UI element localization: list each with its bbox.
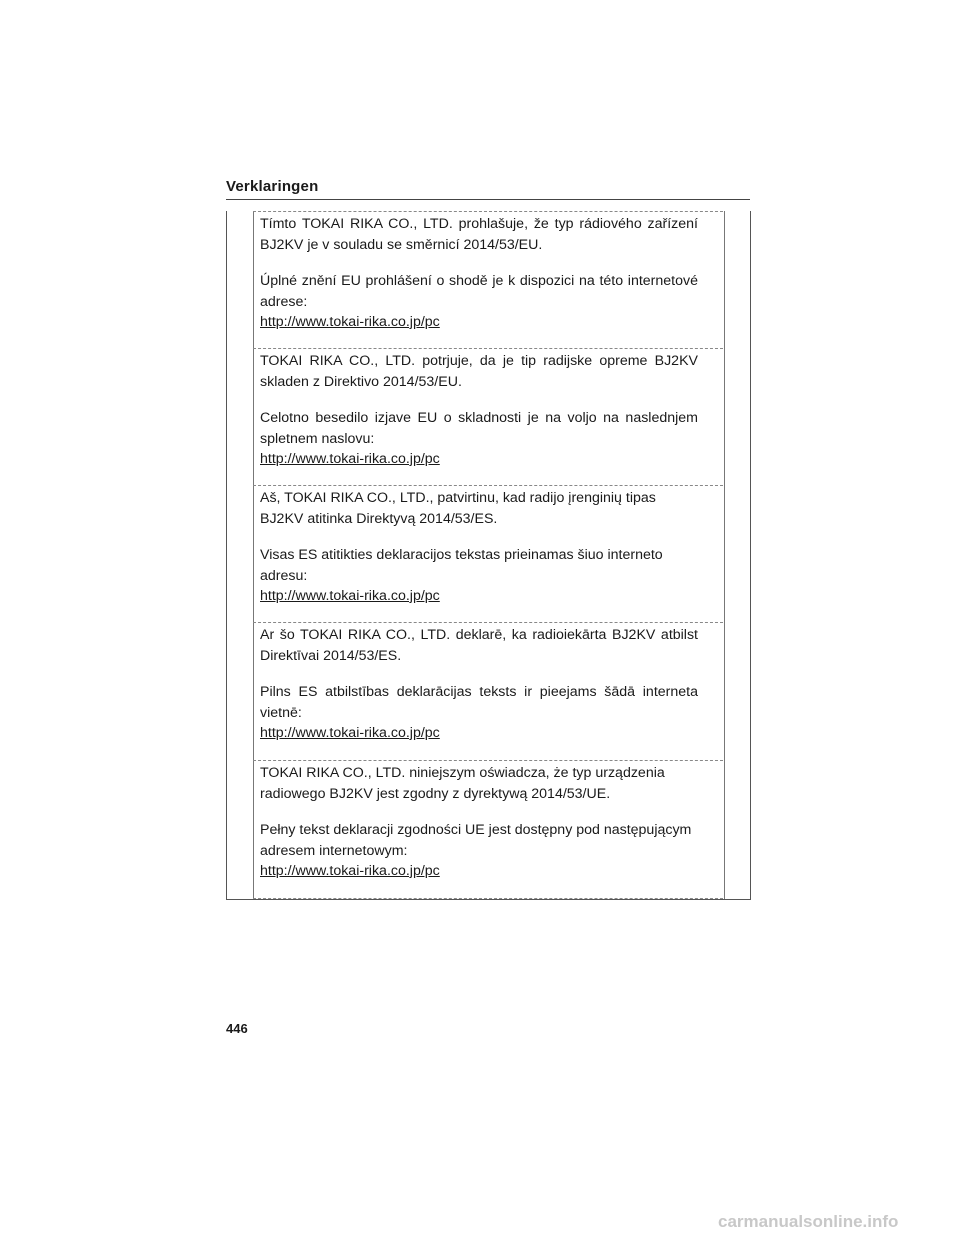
title-rule [226,199,750,200]
watermark: carmanualsonline.info [718,1212,899,1231]
declaration-statement: Aš, TOKAI RIKA CO., LTD., patvirtinu, kad radijo įrenginių tipas BJ2KV atitinka Direktyvą 2014/53/ES. [260,490,656,527]
declaration-availability: Úplné znění EU prohlášení o shodě je k dispozici na této internetové adrese: [260,273,698,310]
declaration-block-pl [253,760,723,897]
declaration-availability: Pilns ES atbilstības deklarācijas teksts ir pieejams šādā interneta vietnē: [260,684,698,721]
declaration-availability: Celotno besedilo izjave EU o skladnosti je na voljo na naslednjem spletnem naslovu: [260,410,698,447]
declaration-block-sl [253,348,723,485]
section-title: Verklaringen [226,178,319,195]
bottom-rule [253,898,723,899]
declaration-block-cs [253,211,723,348]
declaration-availability: Pełny tekst deklaracji zgodności UE jest dostępny pod następującym adresem internetowym: [260,822,692,859]
declaration-url-link[interactable]: http://www.tokai-rika.co.jp/pc [260,588,440,604]
declaration-url-link[interactable]: http://www.tokai-rika.co.jp/pc [260,314,440,330]
declaration-url-link[interactable]: http://www.tokai-rika.co.jp/pc [260,451,440,467]
declaration-url-link[interactable]: http://www.tokai-rika.co.jp/pc [260,725,440,741]
declaration-url-link[interactable]: http://www.tokai-rika.co.jp/pc [260,863,440,879]
declaration-statement: TOKAI RIKA CO., LTD. niniejszym oświadcza, że typ urządzenia radiowego BJ2KV jest zgodny z dyrektywą 2014/53/UE. [260,765,665,802]
declaration-block-lv [253,622,723,759]
page-number: 446 [226,1021,248,1036]
declaration-block-lt [253,485,723,622]
declaration-statement: Ar šo TOKAI RIKA CO., LTD. deklarē, ka radioiekārta BJ2KV atbilst Direktīvai 2014/53/ES. [260,627,698,664]
declaration-statement: TOKAI RIKA CO., LTD. potrjuje, da je tip radijske opreme BJ2KV skladen z Direktivo 2014/53/EU. [260,353,698,390]
declaration-statement: Tímto TOKAI RIKA CO., LTD. prohlašuje, že typ rádiového zařízení BJ2KV je v souladu se směrnicí 2014/53/EU. [260,216,698,253]
declaration-availability: Visas ES atitikties deklaracijos tekstas prieinamas šiuo interneto adresu: [260,547,663,584]
